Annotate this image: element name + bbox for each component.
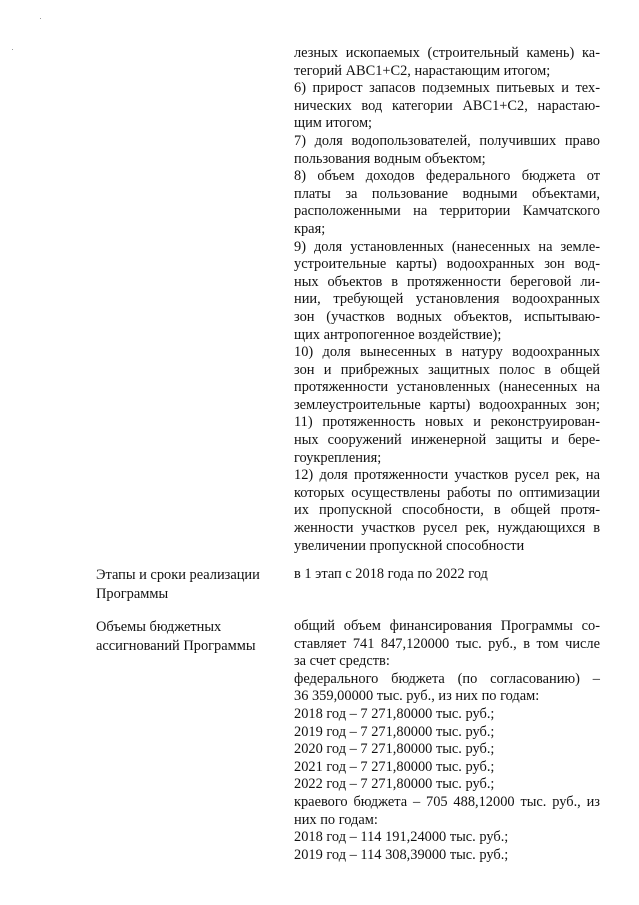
budget-value-line: 2018 год – 114 191,24000 тыс. руб.; (294, 829, 509, 846)
indicator-line: 7) доля водопользователей, получивших право (294, 132, 600, 149)
budget-value-line: них по годам: (294, 811, 378, 828)
budget-value-line: 2019 год – 114 308,39000 тыс. руб.; (294, 846, 509, 863)
scan-speck (12, 49, 13, 50)
indicator-line: землеустроительные карты) водоохранных зон; (294, 396, 600, 413)
budget-value-line: краевого бюджета – 705 488,12000 тыс. руб., из (294, 793, 600, 810)
budget-value-line: 2021 год – 7 271,80000 тыс. руб.; (294, 758, 495, 775)
indicator-line: 12) доля протяженности участков русел рек, на (294, 467, 600, 484)
indicator-line: устроительные карты) водоохранных зон вод- (294, 256, 600, 273)
stages-label-line: Этапы и сроки реализации (96, 567, 260, 583)
scan-speck (40, 18, 41, 19)
indicator-line: края; (294, 220, 326, 237)
indicator-line: щим итогом; (294, 115, 373, 132)
budget-value-line: общий объем финансирования Программы со- (294, 618, 600, 634)
indicator-line: нии, требующей установления водоохранных (294, 291, 600, 308)
indicator-line: платы за пользование водными объектами, (294, 185, 600, 202)
indicator-line: женности участков русел рек, нуждающихся в (294, 520, 600, 537)
indicator-line: тегорий АВС1+С2, нарастающим итогом; (294, 62, 551, 79)
indicator-line: пользования водным объектом; (294, 150, 486, 167)
indicator-line: ных объектов в протяженности береговой ли- (294, 273, 600, 290)
budget-value-line: федерального бюджета (по согласованию) – (294, 670, 600, 687)
budget-label-line: ассигнований Программы (96, 638, 256, 654)
indicator-line: 8) объем доходов федерального бюджета от (294, 168, 600, 185)
indicator-line: протяженности установленных (нанесенных на (294, 379, 600, 396)
indicator-line: щих антропогенное воздействие); (294, 326, 502, 343)
budget-value (294, 618, 600, 864)
budget-value-line: 2020 год – 7 271,80000 тыс. руб.; (294, 741, 495, 758)
target-indicators-continued (294, 45, 600, 555)
indicator-line: лезных ископаемых (строительный камень) ка- (294, 45, 600, 61)
stages-label-line: Программы (96, 586, 169, 602)
budget-value-line: ставляет 741 847,120000 тыс. руб., в том числе (294, 635, 600, 652)
indicator-line: 9) доля установленных (нанесенных на земле- (294, 238, 600, 255)
budget-value-line: 2019 год – 7 271,80000 тыс. руб.; (294, 723, 495, 740)
indicator-line: гоукрепления; (294, 449, 382, 466)
indicator-line: нических вод категории АВС1+С2, нарастаю- (294, 97, 600, 114)
indicator-line: зон и прибрежных защитных полос в общей (294, 361, 600, 378)
indicator-line: расположенными на территории Камчатского (294, 203, 600, 220)
indicator-line: увеличении пропускной способности (294, 537, 525, 554)
budget-label (96, 618, 286, 656)
indicator-line: их пропускной способности, в общей протя- (294, 502, 600, 519)
budget-value-line: 2022 год – 7 271,80000 тыс. руб.; (294, 776, 495, 793)
budget-value-line: 36 359,00000 тыс. руб., из них по годам: (294, 688, 540, 705)
stages-value (294, 566, 600, 584)
indicator-line: 6) прирост запасов подземных питьевых и тех- (294, 80, 600, 97)
indicator-line: 10) доля вынесенных в натуру водоохранных (294, 344, 600, 361)
stages-label (96, 566, 286, 604)
stages-value-line: в 1 этап с 2018 года по 2022 год (294, 566, 488, 582)
indicator-line: ных сооружений инженерной защиты и бере- (294, 432, 600, 449)
indicator-line: зон (участков водных объектов, испытываю- (294, 308, 600, 325)
indicator-line: 11) протяженность новых и реконструирован- (294, 414, 600, 431)
indicator-line: которых осуществлены работы по оптимизации (294, 484, 600, 501)
budget-value-line: за счет средств: (294, 653, 390, 670)
budget-label-line: Объемы бюджетных (96, 619, 222, 635)
budget-value-line: 2018 год – 7 271,80000 тыс. руб.; (294, 705, 495, 722)
